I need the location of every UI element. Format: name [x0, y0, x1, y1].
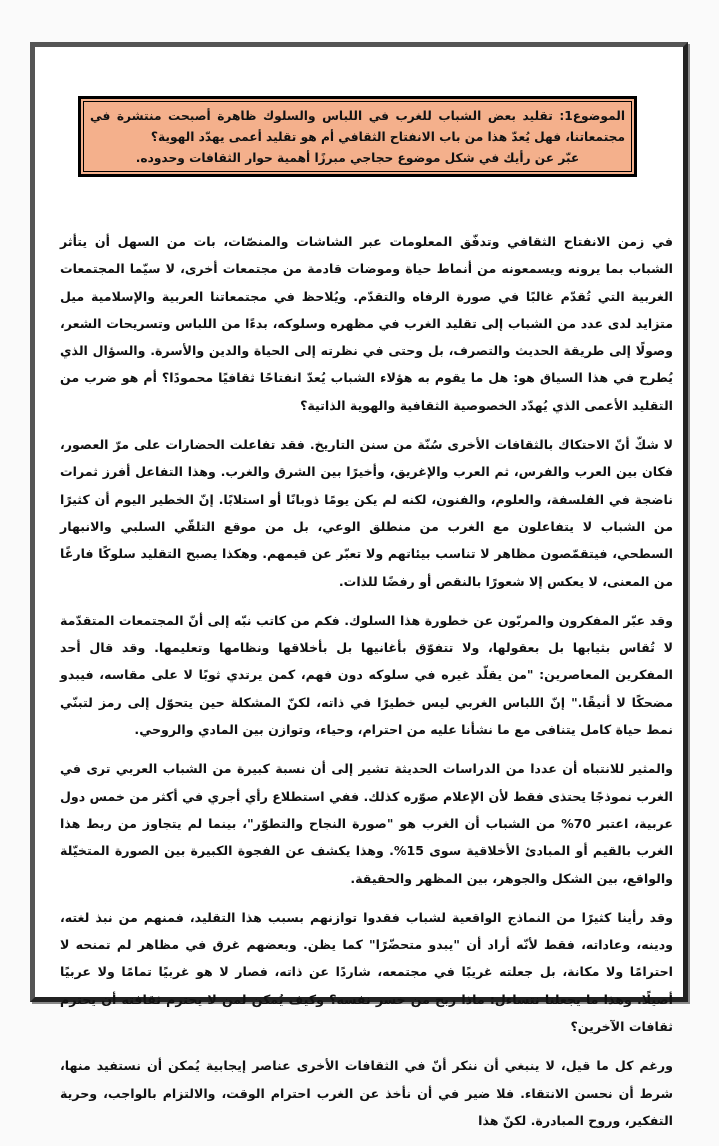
paragraph-counterpoint: ورغم كل ما قيل، لا ينبغي أن ننكر أنّ في الثقافات الأخرى عناصر إيجابية يُمكن أن نستفيد منها، شرط أن نحسن الانتقاء. فلا ضير في أن نأخذ عن الغرب احترام الوقت، والالتزام بالواجب، وحرية التفكير، وروح المبادرة. لكنّ هذا	[60, 1058, 673, 1128]
topic-instruction: عبّر عن رأيك في شكل موضوع حجاجي مبرزًا أهمية حوار الثقافات وحدوده.	[135, 151, 580, 165]
paragraph-history: لا شكّ أنّ الاحتكاك بالثقافات الأخرى سُنّة من سنن التاريخ. فقد تفاعلت الحضارات على مرّ العصور، فكان بين العرب والفرس، ثم العرب والإغريق، وأخيرًا بين الشرق والغرب. وهذا التفاعل أفرز ثمرات ناضجة في الفلسفة، والعلوم، والفنون، لكنه لم يكن يومًا ذوبانًا أو استلابًا. إنّ الخطير اليوم أن كثيرًا من الشباب لا يتفاعلون مع الغرب من منطلق الوعي، بل من موقع التلقّي السلبي والانبهار السطحي، فيتقمّصون مظاهر لا تناسب بيئاتهم ولا تعبّر عن قيمهم. وهكذا يصبح التقليد سلوكًا فارغًا من المعنى، لا يعكس إلا شعورًا بالنقص أو رفضًا للذات.	[60, 437, 673, 589]
topic-box	[80, 98, 635, 175]
paragraph-studies: والمثير للانتباه أن عددا من الدراسات الحديثة تشير إلى أن نسبة كبيرة من الشباب العربي ترى في الغرب نموذجًا يحتذى فقط لأن الإعلام صوّره كذلك. ففي استطلاع رأي أجري في أكثر من خمس دول عربية، اعتبر 70% من الشباب أن الغرب هو "صورة النجاح والتطوّر"، بينما لم يتجاوز من ربط هذا الغرب بالقيم أو المبادئ الأخلاقية سوى 15%. وهذا يكشف عن الفجوة الكبيرة بين الصورة المتخيّلة والواقع، بين الشكل والجوهر، بين المظهر والحقيقة.	[60, 761, 674, 886]
topic-question: الموضوع1: تقليد بعض الشباب للغرب في اللباس والسلوك ظاهرة أصبحت منتشرة في مجتمعاتنا، فهل يُعدّ هذا من باب الانفتاح الثقافي أم هو تقليد أعمى يهدّد الهوية؟	[90, 109, 625, 144]
essay-body	[60, 228, 673, 1146]
paragraph-examples: وقد رأينا كثيرًا من النماذج الواقعية لشباب فقدوا توازنهم بسبب هذا التقليد، فمنهم من نبذ لغته، ودينه، وعاداته، فقط لأنّه أراد أن "يبدو متحضّرًا" كما يظن. وبعضهم غرق في مظاهر لم تمنحه لا احترامًا ولا مكانة، بل جعلته غريبًا في مجتمعه، شاردًا عن ذاته، فصار لا هو غربيًا تمامًا ولا عربيًا أصيلًا. وهذا ما يجعلنا نتساءل: ماذا ربح من خسر نفسه؟ وكيف يُمكن لمن لا يحترم ثقافته أن يحترم ثقافات الآخرين؟	[60, 909, 673, 1035]
paragraph-intro: في زمن الانفتاح الثقافي وتدفّق المعلومات عبر الشاشات والمنصّات، بات من السهل أن يتأثر الشباب بما يرونه ويسمعونه من أنماط حياة وموضات قادمة من مجتمعات أخرى، لا سيّما المجتمعات الغربية التي تُقدّم غالبًا في صورة الرفاه والتقدّم. ويُلاحظ في مجتمعاتنا العربية والإسلامية ميل متزايد لدى عدد من الشباب إلى تقليد الغرب في مظهره وسلوكه، بدءًا من اللباس وتسريحات الشعر، وصولًا إلى طريقة الحديث والتصرف، بل وحتى في نظرته إلى الحياة والدين والأسرة. والسؤال الذي يُطرح في هذا السياق هو: هل ما يقوم به هؤلاء الشباب يُعدّ انفتاحًا ثقافيًا محمودًا؟ أم هو ضرب من التقليد الأعمى الذي يُهدّد الخصوصية الثقافية والهوية الذاتية؟	[60, 234, 673, 413]
paragraph-thinkers: وقد عبّر المفكرون والمربّون عن خطورة هذا السلوك. فكم من كاتب نبّه إلى أنّ المجتمعات المتقدّمة لا تُقاس بثيابها بل بعقولها، ولا تتفوّق بأغانيها بل بأخلاقها ونظامها وتعليمها. وقد قال أحد المفكرين المعاصرين: "من يقلّد غيره في سلوكه دون فهم، كمن يرتدي ثوبًا لا على مقاسه، فيبدو مضحكًا لا أنيقًا." إنّ اللباس الغربي ليس خطيرًا في ذاته، لكنّ المشكلة حين يتحوّل إلى رمز لتبنّي نمط حياة كامل يتنافى مع ما نشأنا عليه من احترام، وحياء، وتوازن بين المادي والروحي.	[60, 612, 673, 738]
